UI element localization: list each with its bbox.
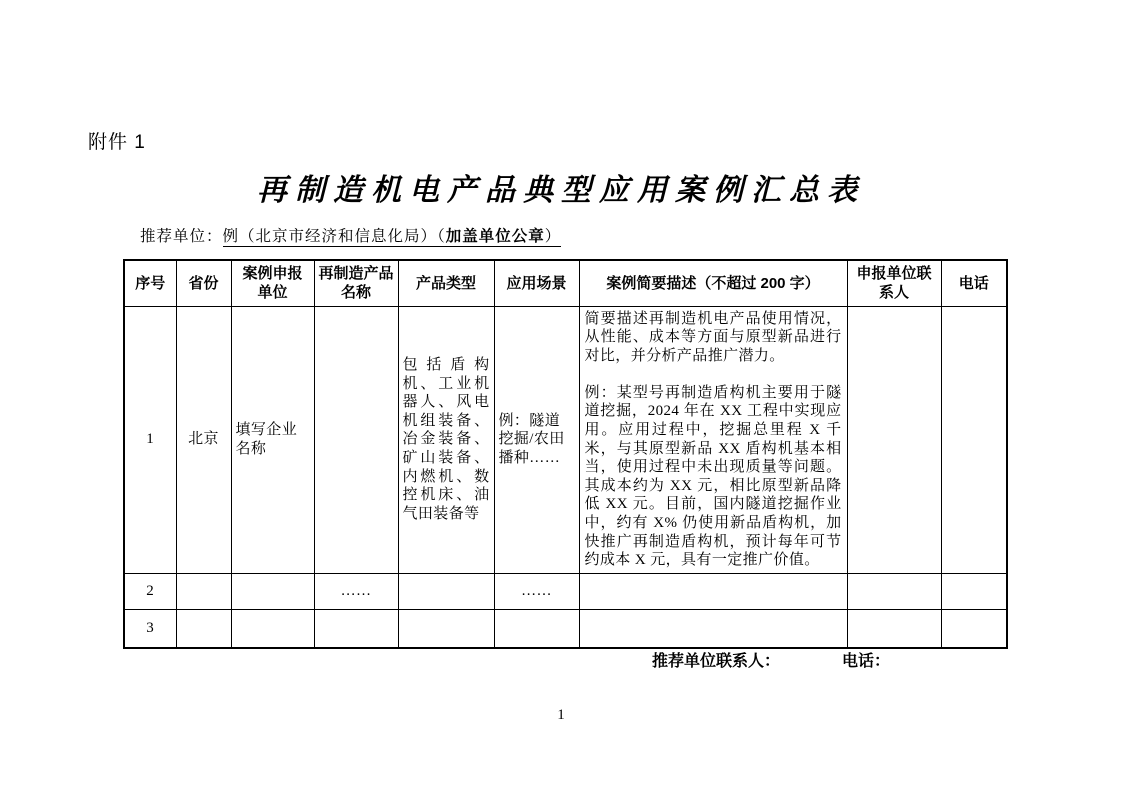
recommender-value-seal-note: 加盖单位公章 — [445, 228, 545, 245]
cell-scenario — [494, 609, 579, 648]
col-header-seq: 序号 — [124, 260, 176, 306]
table-row — [124, 306, 1007, 573]
cell-phone — [941, 306, 1007, 573]
cell-applicant — [231, 573, 314, 609]
description-paragraph-example: 例：某型号再制造盾构机主要用于隧道挖掘，2024 年在 XX 工程中实现应用。应用过程中，挖掘总里程 X 千米，与其原型新品 XX 盾构机基本相当，使用过程中未出现质量等问题。其成本约为 XX 元，相比原型新品降低 XX 元。目前，国内隧道挖掘作业中，约有 X% 仍使用新品盾构机，加快推广再制造盾构机，预计每年可节约成本 X 元，具有一定推广价值。 — [584, 384, 842, 569]
cell-product-type: 包括盾构机、工业机器人、风电机组装备、冶金装备、矿山装备、内燃机、数控机床、油气田装备等 — [398, 306, 494, 573]
col-header-applicant: 案例申报单位 — [231, 260, 314, 306]
col-header-product-type: 产品类型 — [398, 260, 494, 306]
cell-contact — [847, 306, 941, 573]
cell-description — [579, 573, 847, 609]
table-header-row — [124, 260, 1007, 306]
col-header-description: 案例简要描述（不超过 200 字） — [579, 260, 847, 306]
recommender-value-suffix: ） — [544, 228, 562, 245]
cell-applicant — [231, 609, 314, 648]
cell-scenario: 例：隧道挖掘/农田播种…… — [494, 306, 579, 573]
recommender-value-prefix: 例（北京市经济和信息化局）（ — [222, 228, 446, 245]
col-header-scenario: 应用场景 — [494, 260, 579, 306]
cell-province — [176, 573, 231, 609]
cell-product-type — [398, 609, 494, 648]
footer-phone-label: 电话： — [842, 653, 891, 670]
cell-phone — [941, 609, 1007, 648]
table-row — [124, 573, 1007, 609]
cell-seq: 3 — [124, 609, 176, 648]
recommender-line — [140, 224, 561, 246]
table-footer-line — [652, 648, 890, 671]
cell-contact — [847, 609, 941, 648]
table-row — [124, 609, 1007, 648]
cell-applicant: 填写企业名称 — [231, 306, 314, 573]
case-summary-table — [123, 259, 1008, 649]
cell-description — [579, 609, 847, 648]
description-paragraph-guidance: 简要描述再制造机电产品使用情况，从性能、成本等方面与原型新品进行对比，并分析产品推广潜力。 — [584, 310, 842, 364]
attachment-label: 附件 1 — [88, 132, 146, 153]
cell-product-type — [398, 573, 494, 609]
cell-seq: 2 — [124, 573, 176, 609]
cell-product-name — [314, 306, 398, 573]
cell-description — [579, 306, 847, 573]
cell-province: 北京 — [176, 306, 231, 573]
cell-phone — [941, 573, 1007, 609]
cell-scenario: …… — [494, 573, 579, 609]
cell-product-name: …… — [314, 573, 398, 609]
col-header-phone: 电话 — [941, 260, 1007, 306]
page-number: 1 — [557, 707, 565, 723]
col-header-contact: 申报单位联系人 — [847, 260, 941, 306]
footer-contact-label: 推荐单位联系人： — [652, 653, 781, 670]
col-header-province: 省份 — [176, 260, 231, 306]
col-header-product-name: 再制造产品名称 — [314, 260, 398, 306]
cell-seq: 1 — [124, 306, 176, 573]
recommender-label: 推荐单位： — [140, 228, 223, 245]
cell-province — [176, 609, 231, 648]
cell-product-name — [314, 609, 398, 648]
cell-contact — [847, 573, 941, 609]
document-title: 再制造机电产品典型应用案例汇总表 — [257, 174, 865, 207]
recommender-value — [223, 228, 562, 247]
